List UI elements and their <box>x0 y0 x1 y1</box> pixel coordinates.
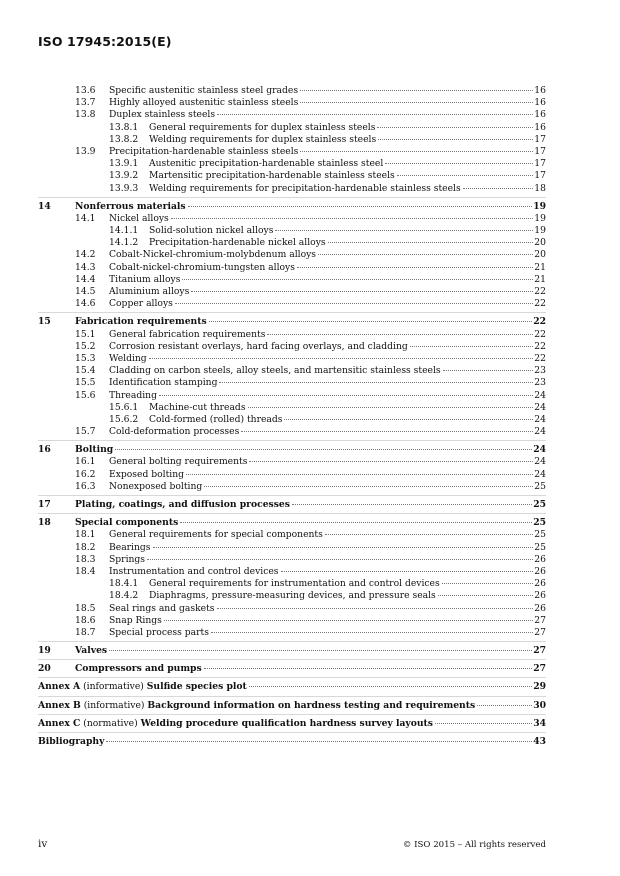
toc-entry-page: 30 <box>533 699 546 711</box>
toc-entry-page: 26 <box>534 565 546 577</box>
toc-entry-number: 19 <box>38 645 51 657</box>
toc-entry-page: 24 <box>534 401 546 413</box>
annex-title: Sulfide species plot <box>146 681 247 693</box>
toc-entry-page: 26 <box>534 578 546 590</box>
page-number: iv <box>38 838 48 850</box>
toc-entry-page: 22 <box>533 316 546 328</box>
toc-entry-number: 15.1 <box>75 328 96 340</box>
toc-entry-page: 16 <box>534 121 546 133</box>
annex-label: Annex C <box>38 717 81 729</box>
toc-entry[interactable] <box>38 353 546 365</box>
dot-leader <box>300 102 533 103</box>
toc-entry-title: Cobalt-Nickel-chromium-molybdenum alloys <box>109 249 317 261</box>
toc-entry-page: 16 <box>534 85 546 96</box>
dot-leader <box>410 346 534 347</box>
toc-entry[interactable] <box>38 286 546 298</box>
toc-entry-number: 14 <box>38 200 51 212</box>
toc-entry-page: 16 <box>534 109 546 121</box>
dot-leader <box>284 419 533 420</box>
dot-leader <box>292 504 532 505</box>
toc-entry[interactable] <box>38 603 546 615</box>
toc-entry-number: 15.3 <box>75 352 96 364</box>
toc-entry-page: 25 <box>533 499 546 510</box>
toc-entry-number: 13.7 <box>75 97 96 109</box>
toc-entry-number: 18.4 <box>75 565 96 577</box>
toc-entry[interactable] <box>38 414 546 426</box>
toc-entry-page: 22 <box>534 298 546 310</box>
annex-kind: (informative) <box>83 699 145 711</box>
section-divider <box>38 641 546 642</box>
toc-entry-title: Copper alloys <box>109 298 173 310</box>
toc-entry-number: 13.8.1 <box>109 121 139 133</box>
toc-entry-title: Seal rings and gaskets <box>109 602 215 614</box>
dot-leader <box>442 583 534 584</box>
dot-leader <box>377 127 533 128</box>
toc-entry[interactable] <box>38 517 546 529</box>
toc-entry-title: General requirements for duplex stainless steels <box>149 121 376 133</box>
toc-entry-page: 27 <box>534 614 546 626</box>
toc-entry-number: 16.3 <box>75 480 96 492</box>
toc-entry-number: 18.6 <box>75 614 96 626</box>
toc-entry[interactable] <box>38 481 546 493</box>
annex-kind: (informative) <box>83 681 144 693</box>
toc-entry[interactable] <box>38 183 546 195</box>
toc-entry[interactable] <box>38 316 546 328</box>
toc-entry-title: General bolting requirements <box>109 456 248 468</box>
toc-entry-title: Special process parts <box>109 626 209 638</box>
dot-leader <box>115 449 532 450</box>
toc-entry-number: 18.2 <box>75 541 96 553</box>
dot-leader <box>175 303 533 304</box>
toc-entry-title: Cobalt-nickel-chromium-tungsten alloys <box>109 261 295 273</box>
toc-entry[interactable] <box>38 170 546 182</box>
toc-entry[interactable] <box>38 590 546 602</box>
toc-entry-title: Nickel alloys <box>109 212 169 224</box>
section-divider <box>38 495 546 496</box>
annex-label: Annex B <box>38 699 81 711</box>
section-divider <box>38 513 546 514</box>
dot-leader <box>241 431 533 432</box>
toc-entry-title: Welding <box>109 352 147 364</box>
toc-entry[interactable] <box>38 329 546 341</box>
toc-entry-number: 14.1.1 <box>109 225 139 237</box>
section-divider <box>38 714 546 715</box>
toc-entry[interactable] <box>38 97 546 109</box>
toc-entry[interactable] <box>38 554 546 566</box>
dot-leader <box>217 608 534 609</box>
toc-annex-entry[interactable] <box>38 700 546 712</box>
dot-leader <box>204 486 533 487</box>
toc-entry-title: Austenitic precipitation-hardenable stainless steel <box>149 158 384 170</box>
dot-leader <box>219 382 533 383</box>
toc-entry-number: 17 <box>38 499 51 510</box>
toc-entry-number: 14.4 <box>75 273 96 285</box>
toc-entry-page: 17 <box>534 158 546 170</box>
toc-annex-entry[interactable] <box>38 718 546 730</box>
toc-entry-page: 43 <box>533 736 546 747</box>
toc-entry-number: 18.4.2 <box>109 590 139 602</box>
toc-entry-title: Springs <box>109 553 146 565</box>
toc-entry-page: 18 <box>534 182 546 194</box>
toc-entry-page: 27 <box>533 645 546 657</box>
toc-entry-number: 15.7 <box>75 426 96 438</box>
toc-entry[interactable] <box>38 566 546 578</box>
dot-leader <box>147 559 533 560</box>
toc-entry-page: 22 <box>534 286 546 297</box>
toc-entry-number: 13.8.2 <box>109 133 139 145</box>
toc-entry-page: 17 <box>534 133 546 145</box>
toc-entry-title: Valves <box>75 645 108 657</box>
dot-leader <box>186 474 533 475</box>
dot-leader <box>328 242 534 243</box>
toc-entry-page: 20 <box>534 249 546 261</box>
dot-leader <box>248 407 534 408</box>
dot-leader <box>153 547 534 548</box>
toc-entry[interactable] <box>38 298 546 310</box>
toc-entry-page: 23 <box>534 365 546 377</box>
dot-leader <box>325 534 533 535</box>
toc-entry-title: Nonexposed bolting <box>109 480 203 492</box>
toc-entry-page: 20 <box>534 237 546 249</box>
toc-entry-page: 24 <box>534 456 546 468</box>
bibliography-title: Bibliography <box>38 736 105 747</box>
toc-entry-number: 15 <box>38 316 51 328</box>
toc-entry-page: 23 <box>534 377 546 389</box>
dot-leader <box>438 595 534 596</box>
toc-entry[interactable] <box>38 134 546 146</box>
toc-entry-number: 14.1.2 <box>109 237 139 249</box>
toc-entry-number: 16.1 <box>75 456 96 468</box>
toc-entry[interactable] <box>38 578 546 590</box>
toc-entry-title: General requirements for special components <box>109 529 323 541</box>
dot-leader <box>300 90 533 91</box>
toc-entry-number: 13.6 <box>75 85 96 96</box>
toc-entry-number: 14.2 <box>75 249 96 261</box>
dot-leader <box>204 668 533 669</box>
toc-entry-title: Cold-formed (rolled) threads <box>149 413 283 425</box>
toc-entry-page: 26 <box>534 602 546 614</box>
toc-entry-title: Titanium alloys <box>109 273 181 285</box>
toc-entry-title: Cladding on carbon steels, alloy steels, and martensitic stainless steels <box>109 365 441 377</box>
toc-entry-number: 13.9 <box>75 145 96 157</box>
toc-entry-number: 15.5 <box>75 377 96 389</box>
toc-entry-number: 14.3 <box>75 261 96 273</box>
dot-leader <box>249 686 532 687</box>
toc-entry-number: 16.2 <box>75 468 96 480</box>
annex-title: Background information on hardness testing and requirements <box>147 699 476 711</box>
toc-annex-entry[interactable] <box>38 681 546 693</box>
toc-entry[interactable] <box>38 444 546 456</box>
toc-entry-page: 22 <box>534 340 546 352</box>
toc-entry-page: 21 <box>534 273 546 285</box>
dot-leader <box>106 741 532 742</box>
toc-entry[interactable] <box>38 377 546 389</box>
toc-entry-number: 15.2 <box>75 340 96 352</box>
document-id-header: ISO 17945:2015(E) <box>38 34 172 49</box>
toc-entry-page: 24 <box>534 468 546 480</box>
toc-entry-number: 15.6 <box>75 389 96 401</box>
toc-entry-page: 24 <box>534 426 546 438</box>
dot-leader <box>397 175 534 176</box>
toc-entry-number: 18.1 <box>75 529 96 541</box>
toc-entry[interactable] <box>38 615 546 627</box>
toc-entry-page: 25 <box>534 529 546 541</box>
section-divider <box>38 732 546 733</box>
toc-entry-title: Corrosion resistant overlays, hard facing overlays, and cladding <box>109 340 408 352</box>
annex-title: Welding procedure qualification hardness survey layouts <box>140 717 433 729</box>
toc-entry[interactable] <box>38 645 546 657</box>
toc-entry[interactable] <box>38 146 546 158</box>
toc-entry[interactable] <box>38 201 546 213</box>
toc-entry[interactable] <box>38 262 546 274</box>
toc-entry[interactable] <box>38 426 546 438</box>
toc-entry-page: 34 <box>533 717 546 729</box>
toc-entry-page: 17 <box>534 170 546 182</box>
dot-leader <box>477 705 532 706</box>
toc-entry[interactable] <box>38 213 546 225</box>
toc-entry-number: 15.4 <box>75 365 96 377</box>
toc-entry-number: 18.7 <box>75 626 96 638</box>
dot-leader <box>182 279 533 280</box>
toc-entry[interactable] <box>38 499 546 511</box>
toc-entry-page: 25 <box>533 517 546 529</box>
section-divider <box>38 197 546 198</box>
dot-leader <box>318 254 533 255</box>
dot-leader <box>149 358 534 359</box>
dot-leader <box>159 395 533 396</box>
dot-leader <box>463 188 534 189</box>
toc-entry-page: 24 <box>534 389 546 401</box>
toc-entry-title: Cold-deformation processes <box>109 426 240 438</box>
toc-entry[interactable] <box>38 529 546 541</box>
toc-entry-number: 14.5 <box>75 286 96 297</box>
toc-entry-title: Bearings <box>109 541 151 553</box>
toc-entry-page: 19 <box>533 200 546 212</box>
toc-entry-title: General requirements for instrumentation and control devices <box>149 578 440 590</box>
toc-entry[interactable] <box>38 237 546 249</box>
toc-entry-title: Welding requirements for precipitation-hardenable stainless steels <box>149 182 461 194</box>
section-divider <box>38 659 546 660</box>
toc-entry-title: Nonferrous materials <box>75 200 186 212</box>
toc-entry-number: 13.9.2 <box>109 170 139 182</box>
toc-entry-title: Martensitic precipitation-hardenable stainless steels <box>149 170 395 182</box>
toc-entry-title: Compressors and pumps <box>75 663 202 675</box>
toc-bibliography-entry[interactable] <box>38 736 546 748</box>
toc-entry[interactable] <box>38 456 546 468</box>
toc-entry-title: Identification stamping <box>109 377 218 389</box>
toc-entry-number: 18 <box>38 517 51 529</box>
toc-entry-page: 25 <box>534 480 546 492</box>
toc-entry-title: Snap Rings <box>109 614 162 626</box>
toc-entry-number: 18.3 <box>75 553 96 565</box>
toc-entry-number: 18.5 <box>75 602 96 614</box>
toc-entry-title: Duplex stainless steels <box>109 109 216 121</box>
toc-entry-title: Fabrication requirements <box>75 316 207 328</box>
toc-entry-number: 15.6.2 <box>109 413 139 425</box>
toc-entry-title: General fabrication requirements <box>109 328 266 340</box>
dot-leader <box>275 230 533 231</box>
toc-entry-title: Exposed bolting <box>109 468 185 480</box>
section-divider <box>38 696 546 697</box>
toc-entry-page: 27 <box>533 663 546 675</box>
toc-entry-page: 21 <box>534 261 546 273</box>
toc-entry-page: 24 <box>533 444 546 456</box>
annex-label: Annex A <box>38 681 81 693</box>
toc-entry-page: 22 <box>534 328 546 340</box>
toc-entry-title: Specific austenitic stainless steel grades <box>109 85 299 96</box>
dot-leader <box>217 114 533 115</box>
dot-leader <box>171 218 534 219</box>
dot-leader <box>249 461 533 462</box>
dot-leader <box>188 206 533 207</box>
annex-kind: (normative) <box>83 717 138 729</box>
toc-entry-number: 18.4.1 <box>109 578 139 590</box>
toc-entry-number: 13.9.3 <box>109 182 139 194</box>
copyright-notice: © ISO 2015 – All rights reserved <box>402 840 546 850</box>
toc-entry-title: Bolting <box>75 444 114 456</box>
toc-entry-title: Instrumentation and control devices <box>109 565 279 577</box>
toc-entry-number: 20 <box>38 663 51 675</box>
dot-leader <box>164 620 533 621</box>
toc-entry-number: 16 <box>38 444 51 456</box>
toc-entry[interactable] <box>38 225 546 237</box>
table-of-contents <box>38 85 546 748</box>
dot-leader <box>180 522 532 523</box>
dot-leader <box>211 632 533 633</box>
toc-entry-title: Precipitation-hardenable nickel alloys <box>149 237 326 249</box>
toc-entry[interactable] <box>38 274 546 286</box>
dot-leader <box>300 151 533 152</box>
toc-entry[interactable] <box>38 158 546 170</box>
toc-entry-number: 15.6.1 <box>109 401 139 413</box>
toc-entry-title: Diaphragms, pressure-measuring devices, and pressure seals <box>149 590 436 602</box>
section-divider <box>38 440 546 441</box>
toc-entry[interactable] <box>38 365 546 377</box>
toc-entry-title: Plating, coatings, and diffusion processes <box>75 499 290 510</box>
toc-entry[interactable] <box>38 402 546 414</box>
toc-entry-page: 16 <box>534 97 546 109</box>
toc-entry-title: Precipitation-hardenable stainless steels <box>109 145 299 157</box>
toc-entry-page: 29 <box>533 681 546 693</box>
toc-entry-page: 26 <box>534 553 546 565</box>
dot-leader <box>443 370 534 371</box>
dot-leader <box>191 291 533 292</box>
toc-entry-page: 19 <box>534 225 546 237</box>
section-divider <box>38 677 546 678</box>
toc-entry[interactable] <box>38 663 546 675</box>
toc-entry-page: 27 <box>534 626 546 638</box>
toc-entry-title: Welding requirements for duplex stainless steels <box>149 133 377 145</box>
section-divider <box>38 312 546 313</box>
toc-entry-page: 22 <box>534 352 546 364</box>
toc-entry-page: 25 <box>534 541 546 553</box>
dot-leader <box>109 650 532 651</box>
toc-entry-page: 24 <box>534 413 546 425</box>
toc-entry-page: 19 <box>534 212 546 224</box>
toc-entry[interactable] <box>38 249 546 261</box>
toc-entry[interactable] <box>38 109 546 121</box>
toc-entry[interactable] <box>38 122 546 134</box>
toc-entry[interactable] <box>38 341 546 353</box>
toc-entry-page: 17 <box>534 145 546 157</box>
toc-entry-number: 14.6 <box>75 298 96 310</box>
toc-entry-title: Highly alloyed austenitic stainless steels <box>109 97 299 109</box>
dot-leader <box>385 163 533 164</box>
toc-entry-title: Machine-cut threads <box>149 401 246 413</box>
toc-entry[interactable] <box>38 627 546 639</box>
toc-entry-title: Special components <box>75 517 179 529</box>
dot-leader <box>267 334 533 335</box>
toc-entry-title: Aluminium alloys <box>109 286 190 297</box>
toc-entry-number: 13.8 <box>75 109 96 121</box>
dot-leader <box>209 321 533 322</box>
toc-entry-page: 26 <box>534 590 546 602</box>
toc-entry-number: 14.1 <box>75 212 96 224</box>
dot-leader <box>378 139 533 140</box>
toc-entry[interactable] <box>38 390 546 402</box>
toc-entry-title: Solid-solution nickel alloys <box>149 225 274 237</box>
toc-entry[interactable] <box>38 469 546 481</box>
toc-entry-number: 13.9.1 <box>109 158 139 170</box>
toc-entry-title: Threading <box>109 389 157 401</box>
dot-leader <box>281 571 534 572</box>
toc-entry[interactable] <box>38 542 546 554</box>
dot-leader <box>435 723 532 724</box>
toc-entry[interactable] <box>38 85 546 97</box>
dot-leader <box>297 267 533 268</box>
